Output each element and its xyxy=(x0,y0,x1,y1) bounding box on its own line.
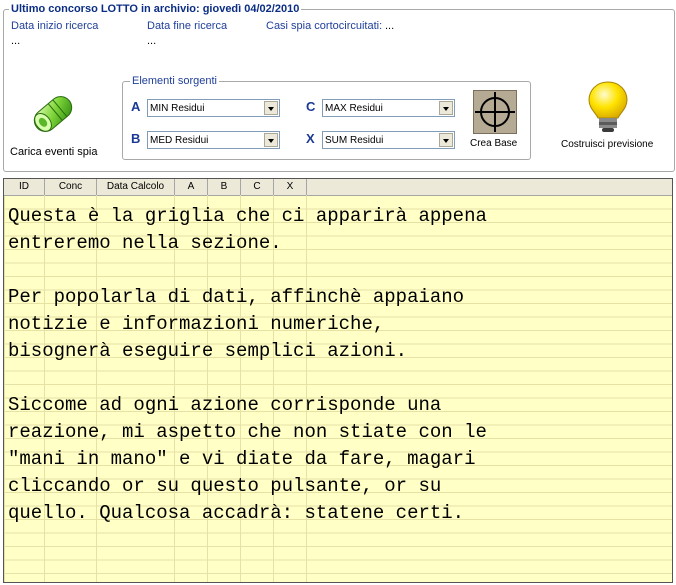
source-c-letter: C xyxy=(306,99,316,114)
sources-legend: Elementi sorgenti xyxy=(132,75,217,87)
source-b-select[interactable] xyxy=(147,131,280,149)
source-x-value: SUM Residui xyxy=(325,135,384,146)
crea-base-button[interactable] xyxy=(468,88,524,152)
column-header-b[interactable]: B xyxy=(208,179,241,195)
source-c-value: MAX Residui xyxy=(325,103,383,114)
column-header-data-calcolo[interactable]: Data Calcolo xyxy=(97,179,175,195)
chevron-down-icon[interactable] xyxy=(439,133,453,147)
source-x-letter: X xyxy=(306,131,315,146)
column-header-conc[interactable]: Conc xyxy=(45,179,97,195)
crosshair-icon xyxy=(473,90,517,134)
chevron-down-icon[interactable] xyxy=(264,101,278,115)
source-x-select[interactable] xyxy=(322,131,455,149)
archive-title: Ultimo concorso LOTTO in archivio: giovedì 04/02/2010 xyxy=(11,3,300,15)
grid-header xyxy=(4,179,672,196)
build-forecast-button[interactable] xyxy=(558,78,668,158)
message-paragraph-1: Questa è la griglia che ci apparirà appena entreremo nella sezione. xyxy=(8,205,487,254)
start-date-label: Data inizio ricerca xyxy=(11,20,99,32)
column-header-a[interactable]: A xyxy=(175,179,208,195)
chevron-down-icon[interactable] xyxy=(264,133,278,147)
build-forecast-label: Costruisci previsione xyxy=(561,139,654,150)
capsule-pill-icon xyxy=(26,90,80,138)
source-c-select[interactable] xyxy=(322,99,455,117)
column-header-x[interactable]: X xyxy=(274,179,307,195)
message-paragraph-2: Per popolarla di dati, affinchè appaiano notizie e informazioni numeriche, bisognerà eseguire semplici azioni. xyxy=(8,286,465,362)
source-b-letter: B xyxy=(131,131,141,146)
source-a-letter: A xyxy=(131,99,141,114)
source-b-value: MED Residui xyxy=(150,135,209,146)
column-header-c[interactable]: C xyxy=(241,179,274,195)
short-circuit-value: ... xyxy=(385,20,395,32)
grid-message xyxy=(8,203,668,527)
lightbulb-icon xyxy=(586,80,630,136)
message-paragraph-3: Siccome ad ogni azione corrisponde una reazione, mi aspetto che non stiate con le "mani in mano" e vi diate da fare, magari cliccando or su questo pulsante, or su quello. Qualcosa accadrà: statene certi. xyxy=(8,394,487,524)
crea-base-label: Crea Base xyxy=(470,138,518,149)
start-date-value: ... xyxy=(11,35,21,47)
end-date-value: ... xyxy=(147,35,157,47)
paragraph-spacer xyxy=(8,365,668,392)
source-a-value: MIN Residui xyxy=(150,103,205,114)
short-circuit-label: Casi spia cortocircuitati: xyxy=(266,20,383,32)
load-events-label: Carica eventi spia xyxy=(10,146,98,158)
chevron-down-icon[interactable] xyxy=(439,101,453,115)
paragraph-spacer xyxy=(8,257,668,284)
data-grid[interactable] xyxy=(3,178,673,583)
load-events-button[interactable] xyxy=(8,88,100,158)
source-a-select[interactable] xyxy=(147,99,280,117)
end-date-label: Data fine ricerca xyxy=(147,20,228,32)
column-header-id[interactable]: ID xyxy=(4,179,45,195)
